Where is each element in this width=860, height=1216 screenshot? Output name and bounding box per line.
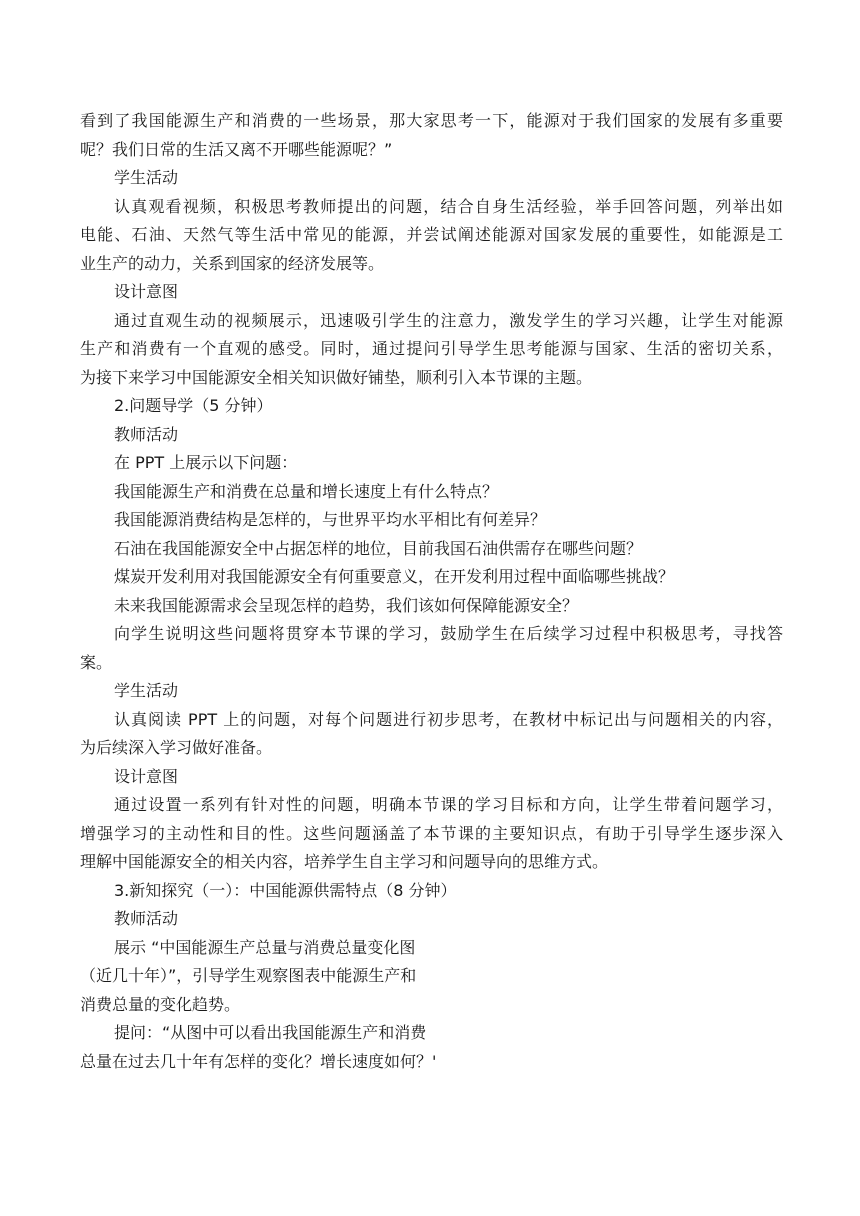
section-heading: 3.新知探究（一）：中国能源供需特点（8 分钟） bbox=[114, 880, 457, 900]
text-line: （近几十年）”，引导学生观察图表中能源生产和 bbox=[80, 966, 417, 985]
text-line: 电能、石油、天然气等生活中常见的能源，并尝试阐述能源对国家发展的重要性，如能源是工 bbox=[80, 225, 783, 244]
text-line: 认真阅读 PPT 上的问题，对每个问题进行初步思考，在教材中标记出与问题相关的内容， bbox=[114, 709, 783, 729]
text-line: 业生产的动力，关系到国家的经济发展等。 bbox=[80, 253, 385, 273]
section-heading: 2.问题导学（5 分钟） bbox=[114, 396, 273, 415]
text-line: 通过设置一系列有针对性的问题，明确本节课的学习目标和方向，让学生带着问题学习， bbox=[114, 795, 783, 814]
question-item: 石油在我国能源安全中占据怎样的地位，目前我国石油供需存在哪些问题？ bbox=[114, 538, 643, 558]
text-line: 提问：“从图中可以看出我国能源生产和消费 bbox=[114, 1023, 427, 1042]
text-line: 为后续深入学习做好准备。 bbox=[80, 738, 273, 757]
text-line: 理解中国能源安全的相关内容，培养学生自主学习和问题导向的思维方式。 bbox=[80, 852, 609, 871]
text-line: 看到了我国能源生产和消费的一些场景，那大家思考一下，能源对于我们国家的发展有多重要 bbox=[80, 111, 783, 130]
text-line: 在 PPT 上展示以下问题： bbox=[114, 453, 298, 472]
text-line: 向学生说明这些问题将贯穿本节课的学习，鼓励学生在后续学习过程中积极思考，寻找答 bbox=[114, 624, 783, 643]
text-line: 总量在过去几十年有怎样的变化？增长速度如何？' bbox=[80, 1051, 437, 1071]
text-line: 案。 bbox=[80, 652, 113, 672]
section-label: 教师活动 bbox=[114, 909, 179, 928]
question-item: 煤炭开发利用对我国能源安全有何重要意义，在开发利用过程中面临哪些挑战？ bbox=[114, 567, 675, 586]
text-line: 展示 “中国能源生产总量与消费总量变化图 bbox=[114, 937, 416, 957]
section-label: 学生活动 bbox=[114, 681, 179, 700]
question-item: 我国能源消费结构是怎样的，与世界平均水平相比有何差异？ bbox=[114, 510, 547, 529]
section-label: 设计意图 bbox=[114, 282, 179, 301]
text-line: 为接下来学习中国能源安全相关知识做好铺垫，顺利引入本节课的主题。 bbox=[80, 367, 593, 387]
text-line: 认真观看视频，积极思考教师提出的问题，结合自身生活经验，举手回答问题，列举出如 bbox=[114, 196, 783, 216]
section-label: 教师活动 bbox=[114, 424, 179, 444]
text-line: 生产和消费有一个直观的感受。同时，通过提问引导学生思考能源与国家、生活的密切关系， bbox=[80, 339, 783, 358]
section-label: 学生活动 bbox=[114, 168, 179, 187]
section-label: 设计意图 bbox=[114, 766, 179, 786]
text-line: 通过直观生动的视频展示，迅速吸引学生的注意力，激发学生的学习兴趣，让学生对能源 bbox=[114, 310, 783, 330]
question-item: 未来我国能源需求会呈现怎样的趋势，我们该如何保障能源安全？ bbox=[114, 595, 579, 615]
text-line: 呢？我们日常的生活又离不开哪些能源呢？” bbox=[80, 139, 393, 159]
text-line: 消费总量的变化趋势。 bbox=[80, 994, 241, 1014]
question-item: 我国能源生产和消费在总量和增长速度上有什么特点？ bbox=[114, 481, 499, 501]
document-page bbox=[80, 107, 783, 1076]
text-line: 增强学习的主动性和目的性。这些问题涵盖了本节课的主要知识点，有助于引导学生逐步深入 bbox=[80, 823, 783, 843]
